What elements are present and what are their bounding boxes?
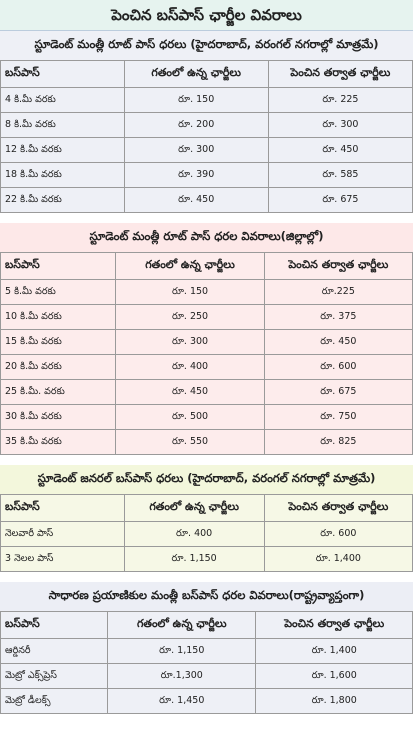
cell-new-fare: రూ. 450 xyxy=(264,330,412,355)
cell-new-fare: రూ.225 xyxy=(264,280,412,305)
col-header-new-fare: పెంచిన తర్వాత ఛార్జీలు xyxy=(268,61,412,88)
cell-new-fare: రూ. 585 xyxy=(268,163,412,188)
cell-old-fare: రూ. 200 xyxy=(124,113,268,138)
cell-new-fare: రూ. 1,400 xyxy=(256,639,413,664)
section-title: సాధారణ ప్రయాణికుల మంత్లీ బస్‌పాస్ ధరల వివరాలు(రాష్ట్రవ్యాప్తంగా) xyxy=(0,582,413,611)
col-header-old-fare: గతంలో ఉన్న ఛార్జీలు xyxy=(124,61,268,88)
table-row xyxy=(1,547,413,572)
cell-old-fare: రూ. 450 xyxy=(124,188,268,213)
col-header-new-fare: పెంచిన తర్వాత ఛార్జీలు xyxy=(264,253,412,280)
cell-distance: 10 కి.మీ వరకు xyxy=(1,305,116,330)
cell-old-fare: రూ. 450 xyxy=(116,380,264,405)
cell-service-type: ఆర్డినరీ xyxy=(1,639,108,664)
table-row xyxy=(1,355,413,380)
cell-old-fare: రూ. 390 xyxy=(124,163,268,188)
cell-old-fare: రూ. 150 xyxy=(124,88,268,113)
col-header-pass: బస్‌పాస్ xyxy=(1,495,125,522)
table-row xyxy=(1,330,413,355)
section-divider xyxy=(0,572,413,582)
cell-new-fare: రూ. 225 xyxy=(268,88,412,113)
cell-pass-type: 3 నెలల పాస్ xyxy=(1,547,125,572)
cell-distance: 12 కి.మీ వరకు xyxy=(1,138,125,163)
table-row xyxy=(1,522,413,547)
fare-table xyxy=(0,252,413,455)
section-title: స్టూడెంట్ మంత్లీ రూట్ పాస్ ధరలు (హైదరాబాద్, వరంగల్ నగరాల్లో మాత్రమే) xyxy=(0,31,413,60)
cell-old-fare: రూ. 1,150 xyxy=(124,547,264,572)
table-row xyxy=(1,188,413,213)
cell-old-fare: రూ.1,300 xyxy=(108,664,256,689)
cell-new-fare: రూ. 1,600 xyxy=(256,664,413,689)
table-row xyxy=(1,113,413,138)
table-row xyxy=(1,664,413,689)
fare-table xyxy=(0,60,413,213)
cell-new-fare: రూ. 375 xyxy=(264,305,412,330)
table-row xyxy=(1,380,413,405)
table-header-row xyxy=(1,253,413,280)
table-row xyxy=(1,163,413,188)
table-row xyxy=(1,430,413,455)
cell-distance: 15 కి.మీ వరకు xyxy=(1,330,116,355)
table-row xyxy=(1,689,413,714)
cell-old-fare: రూ. 400 xyxy=(116,355,264,380)
table-header-row xyxy=(1,495,413,522)
cell-new-fare: రూ. 600 xyxy=(264,355,412,380)
cell-distance: 8 కి.మీ వరకు xyxy=(1,113,125,138)
col-header-pass: బస్‌పాస్ xyxy=(1,612,108,639)
table-header-row xyxy=(1,612,413,639)
cell-old-fare: రూ. 1,450 xyxy=(108,689,256,714)
section-city-student-route-pass xyxy=(0,31,413,213)
table-row xyxy=(1,639,413,664)
cell-new-fare: రూ. 300 xyxy=(268,113,412,138)
cell-old-fare: రూ. 250 xyxy=(116,305,264,330)
cell-distance: 20 కి.మీ వరకు xyxy=(1,355,116,380)
table-header-row xyxy=(1,61,413,88)
cell-new-fare: రూ. 825 xyxy=(264,430,412,455)
table-row xyxy=(1,305,413,330)
section-general-passenger-pass xyxy=(0,582,413,714)
col-header-old-fare: గతంలో ఉన్న ఛార్జీలు xyxy=(108,612,256,639)
col-header-new-fare: పెంచిన తర్వాత ఛార్జీలు xyxy=(264,495,412,522)
cell-distance: 35 కి.మీ వరకు xyxy=(1,430,116,455)
section-divider xyxy=(0,455,413,465)
cell-new-fare: రూ. 750 xyxy=(264,405,412,430)
cell-old-fare: రూ. 500 xyxy=(116,405,264,430)
cell-old-fare: రూ. 550 xyxy=(116,430,264,455)
table-row xyxy=(1,280,413,305)
cell-distance: 4 కి.మీ వరకు xyxy=(1,88,125,113)
section-student-general-pass xyxy=(0,465,413,572)
col-header-new-fare: పెంచిన తర్వాత ఛార్జీలు xyxy=(256,612,413,639)
fare-table xyxy=(0,494,413,572)
cell-pass-type: నెలవారీ పాస్ xyxy=(1,522,125,547)
cell-old-fare: రూ. 300 xyxy=(124,138,268,163)
cell-distance: 25 కి.మీ. వరకు xyxy=(1,380,116,405)
page-title: పెంచిన బస్‌పాస్ ఛార్జీల వివరాలు xyxy=(0,0,413,31)
cell-service-type: మెట్రో డీలక్స్ xyxy=(1,689,108,714)
table-row xyxy=(1,138,413,163)
cell-distance: 18 కి.మీ వరకు xyxy=(1,163,125,188)
cell-old-fare: రూ. 1,150 xyxy=(108,639,256,664)
cell-new-fare: రూ. 1,400 xyxy=(264,547,412,572)
cell-new-fare: రూ. 675 xyxy=(268,188,412,213)
section-title: స్టూడెంట్ జనరల్ బస్‌పాస్ ధరలు (హైదరాబాద్, వరంగల్ నగరాల్లో మాత్రమే) xyxy=(0,465,413,494)
cell-distance: 5 కి.మీ వరకు xyxy=(1,280,116,305)
cell-new-fare: రూ. 450 xyxy=(268,138,412,163)
section-title: స్టూడెంట్ మంత్లీ రూట్ పాస్ ధరల వివరాలు(జిల్లాల్లో) xyxy=(0,223,413,252)
cell-service-type: మెట్రో ఎక్స్‌ప్రెస్ xyxy=(1,664,108,689)
cell-old-fare: రూ. 150 xyxy=(116,280,264,305)
cell-new-fare: రూ. 600 xyxy=(264,522,412,547)
cell-old-fare: రూ. 300 xyxy=(116,330,264,355)
cell-new-fare: రూ. 1,800 xyxy=(256,689,413,714)
cell-distance: 22 కి.మీ వరకు xyxy=(1,188,125,213)
cell-distance: 30 కి.మీ వరకు xyxy=(1,405,116,430)
col-header-pass: బస్‌పాస్ xyxy=(1,61,125,88)
table-row xyxy=(1,405,413,430)
col-header-pass: బస్‌పాస్ xyxy=(1,253,116,280)
table-row xyxy=(1,88,413,113)
section-divider xyxy=(0,213,413,223)
fare-table xyxy=(0,611,413,714)
cell-old-fare: రూ. 400 xyxy=(124,522,264,547)
section-district-student-route-pass xyxy=(0,223,413,455)
col-header-old-fare: గతంలో ఉన్న ఛార్జీలు xyxy=(116,253,264,280)
cell-new-fare: రూ. 675 xyxy=(264,380,412,405)
col-header-old-fare: గతంలో ఉన్న ఛార్జీలు xyxy=(124,495,264,522)
